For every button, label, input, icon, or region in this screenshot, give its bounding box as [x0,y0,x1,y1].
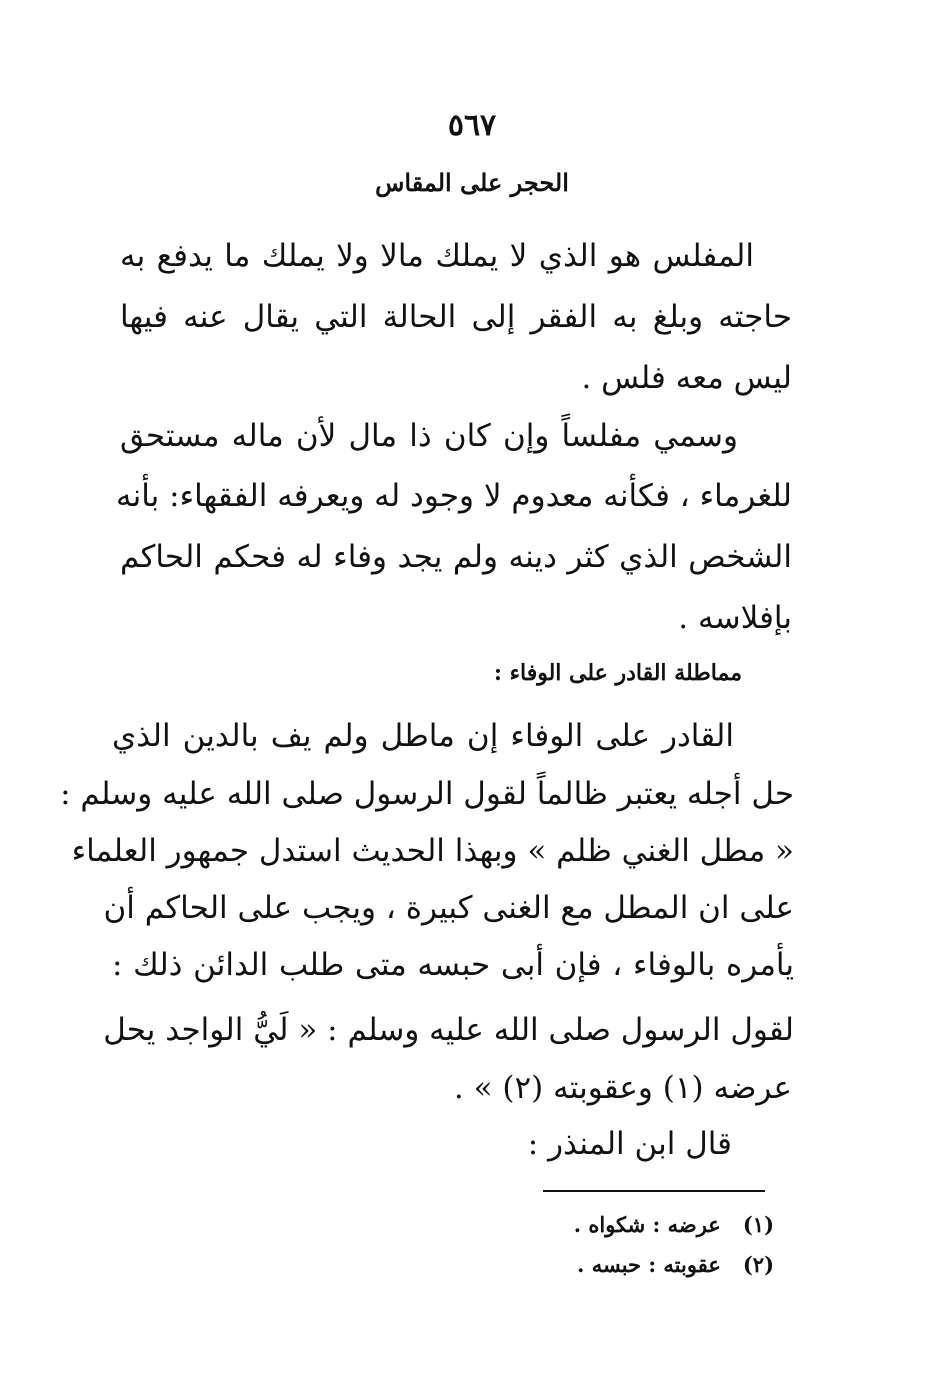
paragraph-line: يأمره بالوفاء ، فإن أبى حبسه متى طلب الدائن ذلك : [112,947,794,983]
section-heading: الحجر على المقاس [375,168,569,197]
footnote [577,1252,774,1277]
paragraph-line: المفلس هو الذي لا يملك مالا ولا يملك ما يدفع به [120,238,754,274]
footnote [574,1212,774,1237]
paragraph-line: حل أجله يعتبر ظالماً لقول الرسول صلى الله عليه وسلم : [60,776,794,812]
subsection-heading: مماطلة القادر على الوفاء : [493,660,742,686]
footnote-text: عرضه : شكواه . [573,1212,721,1237]
paragraph-line: قال ابن المنذر : [527,1126,732,1162]
footnote-number: (٢) [742,1252,774,1277]
paragraph-line: عرضه (١) وعقوبته (٢) » . [453,1070,792,1106]
paragraph-line: ليس معه فلس . [581,360,792,396]
paragraph-line: « مطل الغني ظلم » وبهذا الحديث استدل جمهور العلماء [71,833,794,869]
paragraph-line: القادر على الوفاء إن ماطل ولم يف بالدين الذي [112,718,734,754]
footnote-number: (١) [742,1212,774,1237]
paragraph-line: لقول الرسول صلى الله عليه وسلم : « لَيُّ الواجد يحل [103,1012,794,1048]
paragraph-line: بإفلاسه . [678,600,792,636]
paragraph-line: على ان المطل مع الغنى كبيرة ، ويجب على الحاكم أن [103,890,794,926]
page-number: ٥٦٧ [447,108,497,143]
footnote-separator [543,1190,765,1192]
footnote-text: عقوبته : حبسه . [577,1252,721,1277]
paragraph-line: للغرماء ، فكأنه معدوم لا وجود له ويعرفه الفقهاء: بأنه [115,478,792,514]
paragraph-line: الشخص الذي كثر دينه ولم يجد وفاء له فحكم الحاكم [120,539,792,575]
paragraph-line: حاجته وبلغ به الفقر إلى الحالة التي يقال عنه فيها [120,299,792,335]
paragraph-line: وسمي مفلساً وإن كان ذا مال لأن ماله مستحق [120,418,738,454]
